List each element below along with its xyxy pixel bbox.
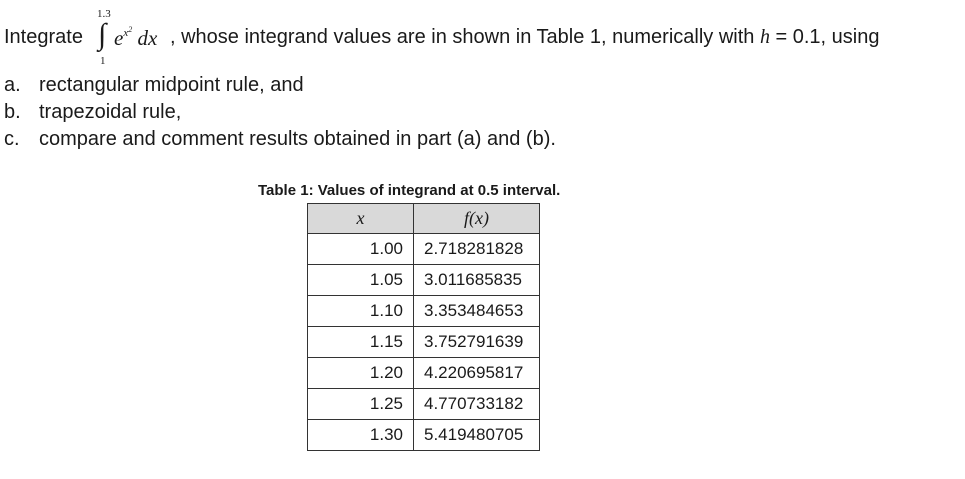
- cell-x: 1.25: [308, 389, 414, 420]
- table-header-row: [308, 204, 540, 234]
- integral-expression: [96, 8, 168, 67]
- cell-fx: 3.011685835: [414, 265, 540, 296]
- step-size-symbol: h: [759, 26, 770, 48]
- cell-fx: 4.220695817: [414, 358, 540, 389]
- sub-question-marker: c.: [4, 128, 20, 150]
- problem-statement: [4, 8, 959, 67]
- integral-lower-limit: 1: [100, 55, 106, 67]
- integrand: [114, 25, 157, 51]
- integral-sign: ∫: [98, 18, 107, 51]
- integral-differential: dx: [137, 26, 158, 50]
- cell-x: 1.10: [308, 296, 414, 327]
- table-row: [308, 234, 540, 265]
- table-row: [308, 265, 540, 296]
- cell-x: 1.20: [308, 358, 414, 389]
- cell-fx: 3.353484653: [414, 296, 540, 327]
- cell-fx: 2.718281828: [414, 234, 540, 265]
- sub-question-text: trapezoidal rule,: [39, 101, 182, 123]
- sub-question-a: [4, 74, 704, 101]
- cell-x: 1.00: [308, 234, 414, 265]
- table-row: [308, 327, 540, 358]
- cell-x: 1.15: [308, 327, 414, 358]
- cell-x: 1.30: [308, 420, 414, 451]
- sub-question-marker: a.: [4, 74, 21, 96]
- integrand-exponent-power: 2: [128, 25, 133, 34]
- cell-fx: 5.419480705: [414, 420, 540, 451]
- step-size-value: = 0.1, using: [769, 26, 880, 48]
- sub-question-marker: b.: [4, 101, 21, 123]
- problem-lead: Integrate: [4, 26, 83, 48]
- integral-upper-limit: 1.3: [97, 8, 111, 20]
- sub-question-b: [4, 101, 704, 128]
- sub-questions: [4, 74, 704, 155]
- table-row: [308, 420, 540, 451]
- column-header-x: x: [308, 204, 414, 234]
- sub-question-c: [4, 128, 704, 155]
- sub-question-text: compare and comment results obtained in part (a) and (b).: [39, 128, 556, 150]
- sub-question-text: rectangular midpoint rule, and: [39, 74, 304, 96]
- problem-rest: [170, 26, 879, 49]
- cell-fx: 3.752791639: [414, 327, 540, 358]
- table-row: [308, 389, 540, 420]
- table-row: [308, 358, 540, 389]
- table-caption: Table 1: Values of integrand at 0.5 interval.: [258, 182, 561, 199]
- cell-x: 1.05: [308, 265, 414, 296]
- column-header-fx: f(x): [414, 204, 540, 234]
- integrand-table: [307, 203, 540, 451]
- integrand-exponent-var: x: [123, 27, 129, 39]
- integrand-base: e: [114, 26, 124, 50]
- table-row: [308, 296, 540, 327]
- cell-fx: 4.770733182: [414, 389, 540, 420]
- problem-rest-text: , whose integrand values are in shown in Table 1, numerically with: [170, 26, 760, 48]
